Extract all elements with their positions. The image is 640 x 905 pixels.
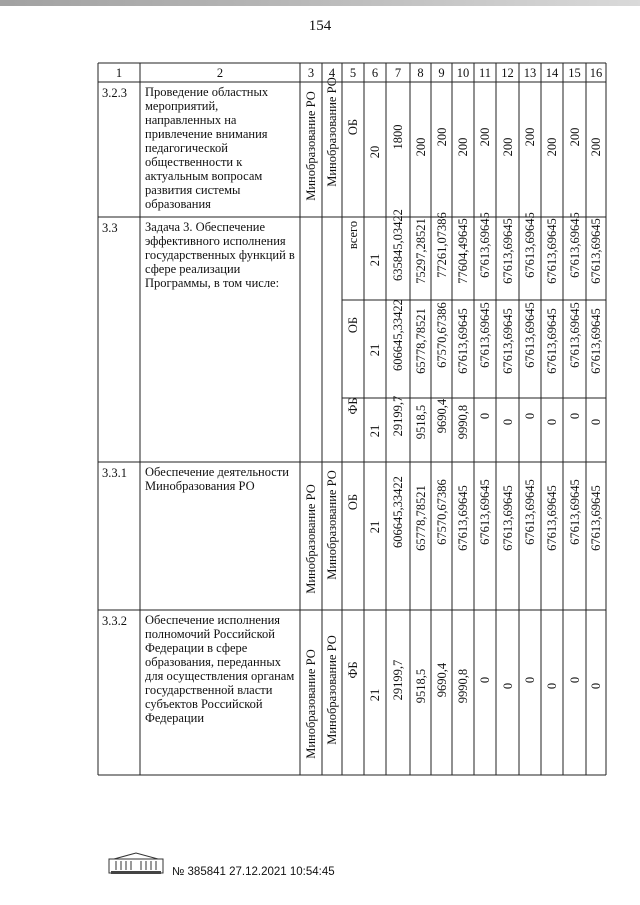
year-value: 67613,69645 [500,308,515,374]
year-value: 29199,7 [391,395,405,437]
year-value: 200 [545,137,559,157]
responsible-agency: Минобразование РО [304,91,318,201]
funding-source: ОБ [346,118,360,136]
year-value: 67613,69645 [545,217,559,284]
year-value: 67613,69645 [523,211,537,278]
year-value: 67613,69645 [456,485,470,551]
year-value: 0 [500,418,515,426]
funding-source: всего [346,220,360,249]
column-header-1: 1 [115,66,123,80]
year-value: 200 [456,137,470,157]
page-number: 154 [308,18,332,34]
year-value: 67613,69645 [545,485,559,551]
year-value: 0 [545,682,559,690]
column-header-15: 15 [568,66,581,80]
column-header-7: 7 [394,66,402,80]
row-title: Проведение областных мероприятий, направленных на привлечение внимания педагогической общественности к актуальным вопросам развития системы образования [145,85,269,211]
year-value: 67613,69645 [567,211,582,278]
year-value: 67570,67386 [434,479,449,545]
year-value: 65778,78521 [413,308,428,374]
year-value: 9690,4 [434,398,449,434]
year-value: 67613,69645 [567,479,582,545]
year-value: 77604,49645 [456,217,470,284]
year-value: 67613,69645 [545,308,559,374]
funding-source: ФБ [346,397,360,415]
code-value: 21 [368,424,382,438]
year-value: 67613,69645 [523,479,537,545]
year-value: 0 [523,412,537,420]
co-executor: Минобразование РО [325,635,339,745]
building-seal-icon [108,852,164,876]
co-executor: Минобразование РО [325,77,339,187]
code-value: 21 [368,343,382,357]
year-value: 29199,7 [391,659,405,701]
year-value: 9990,8 [456,668,470,704]
year-value: 9990,8 [456,404,470,440]
year-value: 0 [478,676,492,684]
row-number: 3.2.3 [102,86,127,100]
year-value: 67613,69645 [478,302,492,368]
year-value: 67613,69645 [456,308,470,374]
responsible-agency: Минобразование РО [304,649,318,759]
year-value: 606645,33422 [391,299,405,371]
year-value: 77261,07386 [434,211,449,278]
year-value: 200 [478,127,492,147]
year-value: 200 [500,137,515,157]
responsible-agency: Минобразование РО [304,484,318,594]
column-header-4: 4 [328,66,336,80]
year-value: 0 [545,418,559,426]
registration-stamp: № 385841 27.12.2021 10:54:45 [172,866,335,878]
row-title: Задача 3. Обеспечение эффективного исполнения государственных функций в сфере реализации Программы, в том числе: [145,220,295,290]
column-header-14: 14 [545,66,559,80]
year-value: 200 [434,127,449,147]
year-value: 9518,5 [413,668,428,704]
column-header-8: 8 [417,66,424,80]
year-value: 0 [478,412,492,420]
funding-source: ФБ [346,661,360,679]
year-value: 9690,4 [434,662,449,698]
year-value: 75297,28521 [413,217,428,284]
year-value: 0 [567,676,582,684]
year-value: 67613,69645 [589,308,603,374]
year-value: 200 [589,137,603,157]
co-executor: Минобразование РО [325,470,339,580]
column-header-12: 12 [501,66,514,80]
column-header-13: 13 [523,66,537,80]
column-header-10: 10 [456,66,470,80]
column-header-5: 5 [349,66,357,80]
column-header-6: 6 [371,66,379,80]
year-value: 9518,5 [413,404,428,440]
row-title: Обеспечение исполнения полномочий Российской Федерации в сфере образования, переданных для осуществления органам государственной власти субъектов Российской Федерации [145,613,295,725]
year-value: 67613,69645 [500,217,515,284]
year-value: 0 [589,418,603,426]
year-value: 67570,67386 [434,302,449,368]
code-value: 21 [368,520,382,534]
year-value: 67613,69645 [589,217,603,284]
year-value: 0 [500,682,515,690]
row-number: 3.3.1 [102,466,127,480]
funding-source: ОБ [346,493,360,511]
year-value: 606645,33422 [391,476,405,548]
column-header-9: 9 [438,66,445,80]
year-value: 65778,78521 [413,485,428,551]
year-value: 67613,69645 [478,479,492,545]
row-number: 3.3 [102,221,118,235]
year-value: 635845,03422 [391,208,405,281]
funding-source: ОБ [346,316,360,334]
year-value: 67613,69645 [589,485,603,551]
year-value: 200 [413,137,428,157]
column-header-2: 2 [216,66,224,80]
column-header-3: 3 [307,66,315,80]
year-value: 200 [567,127,582,147]
year-value: 0 [567,412,582,420]
code-value: 20 [368,145,382,159]
year-value: 67613,69645 [500,485,515,551]
year-value: 1800 [391,124,405,150]
year-value: 200 [523,127,537,147]
code-value: 21 [368,688,382,702]
year-value: 0 [589,682,603,690]
year-value: 67613,69645 [567,302,582,368]
column-header-16: 16 [589,66,603,80]
column-header-11: 11 [478,66,492,80]
row-number: 3.3.2 [102,614,127,628]
year-value: 0 [523,676,537,684]
year-value: 67613,69645 [523,302,537,368]
row-title: Обеспечение деятельности Минобразования РО [145,465,290,493]
code-value: 21 [368,253,382,266]
year-value: 67613,69645 [478,211,492,278]
